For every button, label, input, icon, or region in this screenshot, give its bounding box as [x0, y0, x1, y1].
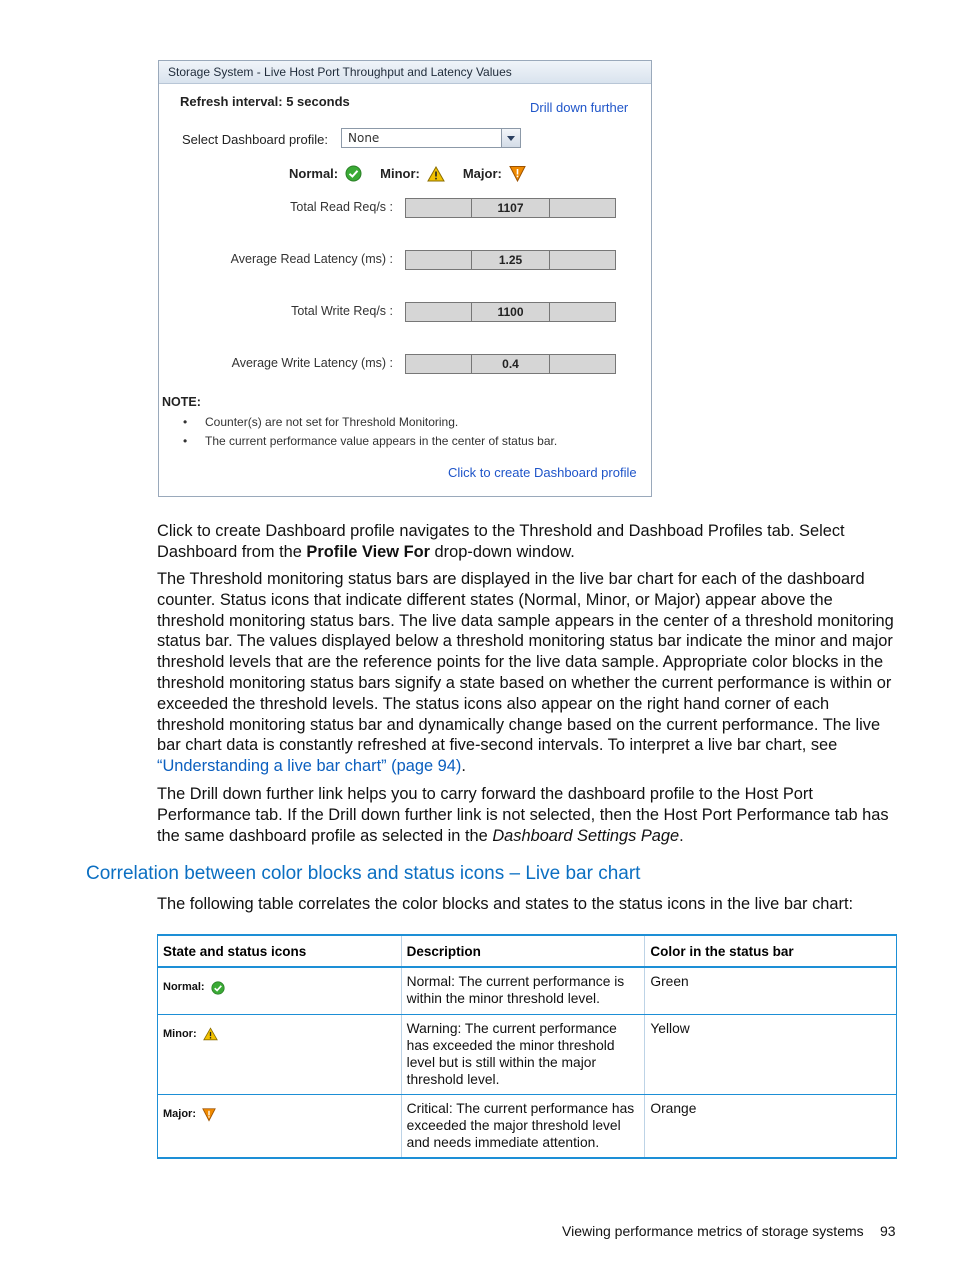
status-bar-segment	[549, 250, 616, 270]
create-dashboard-profile-link[interactable]: Click to create Dashboard profile	[448, 465, 637, 480]
column-header: Color in the status bar	[645, 935, 897, 967]
table-cell-color: Green	[645, 967, 897, 1014]
table-cell-state: Normal:	[158, 967, 402, 1014]
column-header: Description	[401, 935, 645, 967]
table-cell-state: Major:	[158, 1094, 402, 1158]
correlation-table	[157, 934, 897, 1159]
panel-title: Storage System - Live Host Port Throughput and Latency Values	[159, 61, 651, 84]
column-header: State and status icons	[158, 935, 402, 967]
metric-label-write-latency: Average Write Latency (ms) :	[231, 356, 393, 370]
paragraph-status-bars: The Threshold monitoring status bars are displayed in the live bar chart for each of the dashboard counter. Status icons that indicate different states (Normal, Minor, or Major) appear above the threshold monitoring status bars. The live data sample appears in the center of a threshold monitoring status bar. The values displayed below a threshold monitoring status bar indicate the minor and major threshold levels that are the reference points for the live data sample. Appropriate color blocks in the threshold monitoring status bars signify a state based on whether the current performance is within or exceeded the threshold levels. The status icons also appear on the right hand corner of each threshold monitoring status bar and dynamically change based on the current performance. The live bar chart data is constantly refreshed at five-second intervals. To interpret a live bar chart, see “Understanding a live bar chart” (page 94).	[157, 570, 894, 776]
drill-down-link[interactable]: Drill down further	[530, 100, 629, 115]
table-cell-color: Yellow	[645, 1014, 897, 1094]
profile-select-value: None	[348, 131, 380, 145]
status-bar-read-latency	[405, 250, 617, 270]
live-values-panel	[158, 60, 652, 497]
normal-check-icon	[211, 981, 225, 995]
status-bar-read-reqs	[405, 198, 617, 218]
table-row	[158, 1094, 897, 1158]
minor-warning-icon	[203, 1027, 218, 1041]
status-bar-segment	[405, 354, 472, 374]
table-intro: The following table correlates the color blocks and states to the status icons in the live bar chart:	[157, 895, 854, 913]
profile-select-label: Select Dashboard profile:	[182, 132, 328, 147]
legend-major-label: Major:	[462, 166, 502, 181]
status-bar-value: 1100	[471, 302, 550, 322]
metric-label-read-latency: Average Read Latency (ms) :	[230, 252, 393, 266]
legend-normal-label: Normal:	[289, 166, 339, 181]
minor-warning-icon	[427, 166, 445, 182]
status-bar-value: 1.25	[471, 250, 550, 270]
table-cell-description: Warning: The current performance has exceeded the minor threshold level but is still within the major threshold level.	[401, 1014, 645, 1094]
legend-minor-label: Minor:	[380, 166, 420, 181]
profile-select[interactable]	[341, 128, 521, 148]
status-bar-value: 1107	[471, 198, 550, 218]
status-bar-segment	[549, 302, 616, 322]
table-row	[158, 967, 897, 1014]
status-bar-segment	[405, 302, 472, 322]
paragraph-create-profile: Click to create Dashboard profile navigates to the Threshold and Dashboad Profiles tab. Select Dashboard from the Profile View For drop-down window.	[157, 522, 845, 561]
table-cell-state: Minor:	[158, 1014, 402, 1094]
refresh-interval-label: Refresh interval: 5 seconds	[180, 94, 350, 109]
note-title: NOTE:	[162, 395, 201, 409]
table-cell-color: Orange	[645, 1094, 897, 1158]
status-bar-segment	[549, 198, 616, 218]
normal-check-icon	[345, 165, 362, 182]
metric-label-write-reqs: Total Write Req/s :	[291, 304, 393, 318]
table-cell-description: Normal: The current performance is within the minor threshold level.	[401, 967, 645, 1014]
major-critical-icon	[509, 165, 526, 182]
live-bar-chart-link[interactable]: “Understanding a live bar chart” (page 94)	[157, 757, 462, 776]
status-legend	[289, 165, 526, 182]
status-bar-write-reqs	[405, 302, 617, 322]
chevron-down-icon[interactable]	[501, 129, 520, 147]
page-number: 93	[880, 1223, 896, 1239]
table-header-row	[158, 935, 897, 967]
status-bar-value: 0.4	[471, 354, 550, 374]
note-item: • The current performance value appears in the center of status bar.	[183, 434, 557, 448]
paragraph-drill-down: The Drill down further link helps you to carry forward the dashboard profile to the Host Port Performance tab. If the Drill down further link is not selected, then the Host Port Performance tab has the same dashboard profile as selected in the Dashboard Settings Page.	[157, 785, 889, 845]
metric-label-read-reqs: Total Read Req/s :	[290, 200, 393, 214]
note-item: • Counter(s) are not set for Threshold Monitoring.	[183, 415, 458, 429]
footer-title: Viewing performance metrics of storage systems	[562, 1223, 864, 1239]
status-bar-segment	[405, 250, 472, 270]
status-bar-write-latency	[405, 354, 617, 374]
status-bar-segment	[549, 354, 616, 374]
table-row	[158, 1014, 897, 1094]
major-critical-icon	[202, 1107, 216, 1122]
table-cell-description: Critical: The current performance has exceeded the major threshold level and needs immediate attention.	[401, 1094, 645, 1158]
section-heading: Correlation between color blocks and status icons – Live bar chart	[86, 863, 641, 884]
status-bar-segment	[405, 198, 472, 218]
